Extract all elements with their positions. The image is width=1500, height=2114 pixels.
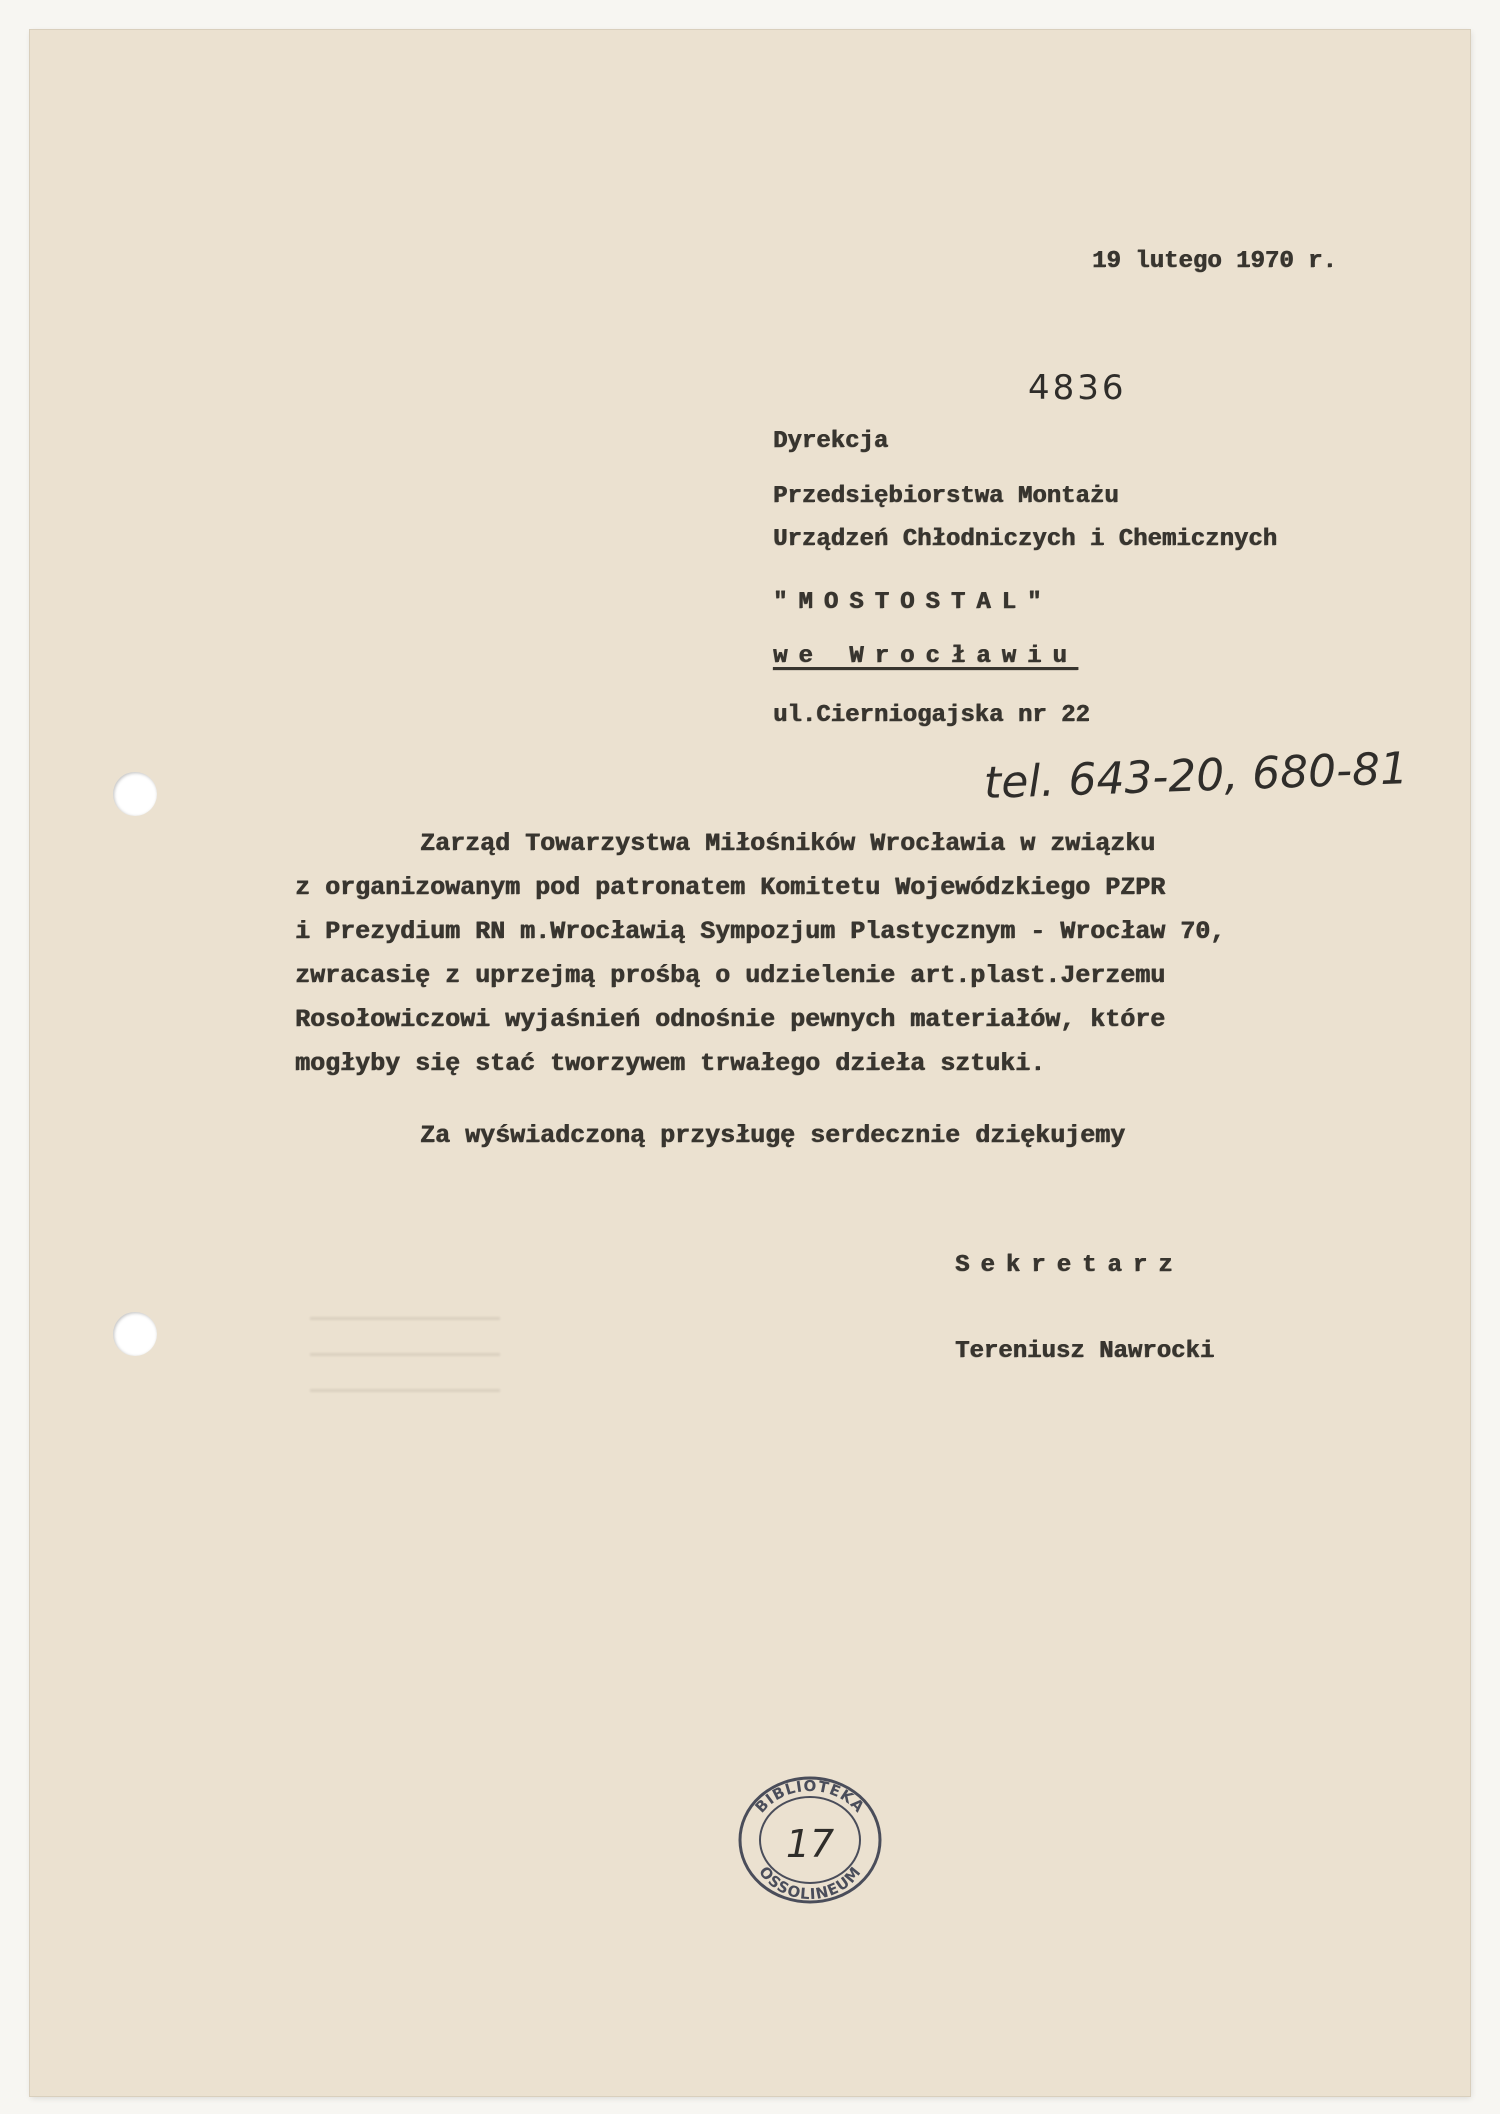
signature-title: Sekretarz <box>955 1252 1184 1279</box>
body-line-2: z organizowanym pod patronatem Komitetu Wojewódzkiego PZPR <box>295 873 1166 902</box>
stamp-text-top: BIBLIOTEKA <box>751 1776 869 1817</box>
recipient-line-5: we Wrocławiu <box>773 643 1078 670</box>
body-line-6: mogłyby się stać tworzywem trwałego dzieła sztuki. <box>295 1049 1046 1078</box>
closing-line: Za wyświadczoną przysługę serdecznie dziękujemy <box>420 1121 1126 1150</box>
body-line-1: Zarząd Towarzystwa Miłośników Wrocławia w związku <box>420 829 1156 858</box>
recipient-line-2: Przedsiębiorstwa Montażu <box>773 483 1119 510</box>
signature-name: Tereniusz Nawrocki <box>955 1338 1215 1365</box>
recipient-line-6: ul.Cierniogajska nr 22 <box>773 702 1090 729</box>
letter-date: 19 lutego 1970 r. <box>1092 248 1337 275</box>
punch-hole-bottom <box>113 1312 157 1356</box>
punch-hole-top <box>113 772 157 816</box>
recipient-line-3: Urządzeń Chłodniczych i Chemicznych <box>773 526 1278 553</box>
handwritten-phone-note: tel. 643-20, 680-81 <box>983 743 1409 809</box>
body-line-4: zwracasię z uprzejmą prośbą o udzielenie art.plast.Jerzemu <box>295 961 1166 990</box>
reference-number: 4836 <box>1028 368 1127 408</box>
library-stamp <box>730 1765 890 1915</box>
stamp-text-bottom: OSSOLINEUM <box>755 1862 865 1904</box>
recipient-line-1: Dyrekcja <box>773 428 889 455</box>
recipient-line-4: "MOSTOSTAL" <box>773 589 1053 616</box>
stamp-number: 17 <box>785 1822 835 1866</box>
body-line-3: i Prezydium RN m.Wrocławią Sympozjum Plastycznym - Wrocław 70, <box>295 917 1226 946</box>
body-line-5: Rosołowiczowi wyjaśnień odnośnie pewnych materiałów, które <box>295 1005 1166 1034</box>
show-through-text <box>310 1300 500 1410</box>
